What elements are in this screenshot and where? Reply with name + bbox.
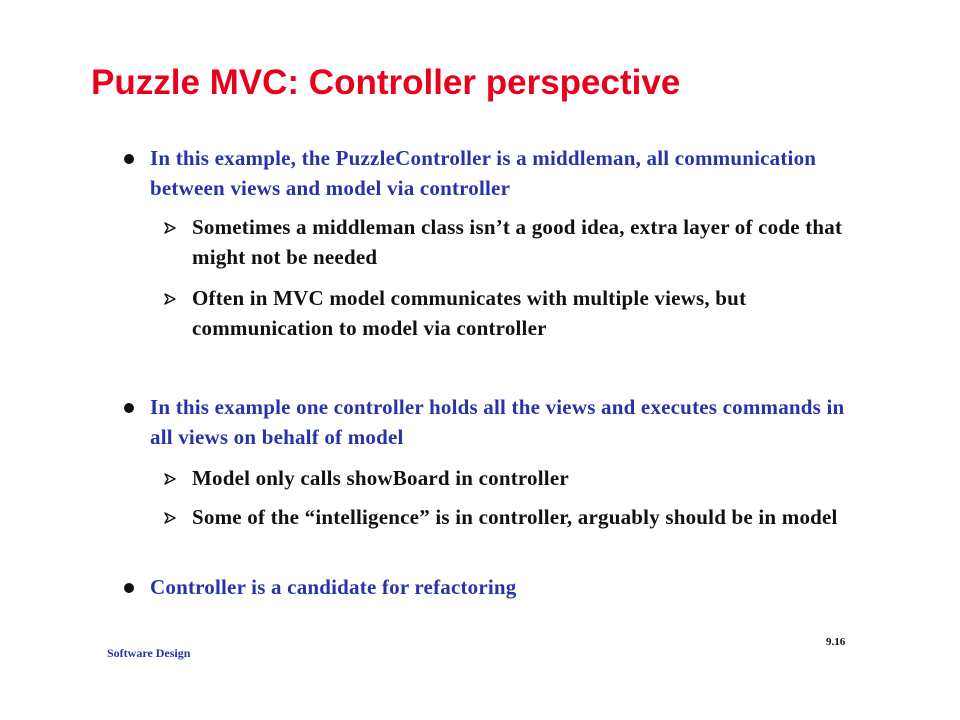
arrowhead-bullet-icon xyxy=(164,512,176,524)
footer-course-name: Software Design xyxy=(107,646,191,660)
arrowhead-bullet-icon xyxy=(164,473,176,485)
slide-title: Puzzle MVC: Controller perspective xyxy=(91,63,681,102)
bullet-dot-icon xyxy=(124,583,134,593)
bullet-dot-icon xyxy=(124,154,134,164)
bullet-2-sub-2-text: Some of the “intelligence” is in controller, arguably should be in model xyxy=(192,505,838,529)
arrowhead-bullet-icon xyxy=(164,222,176,234)
bullet-2-text: In this example one controller holds all the views and executes commands in all views on behalf of model xyxy=(150,395,845,449)
bullet-dot-icon xyxy=(124,403,134,413)
footer-slide-number: 9.16 xyxy=(826,636,846,648)
bullet-3-text: Controller is a candidate for refactoring xyxy=(150,575,517,599)
bullet-1-sub-1-text: Sometimes a middleman class isn’t a good idea, extra layer of code that might not be needed xyxy=(192,215,843,269)
arrowhead-bullet-icon xyxy=(164,293,176,305)
bullet-2-sub-1-text: Model only calls showBoard in controller xyxy=(192,466,569,490)
bullet-1-text: In this example, the PuzzleController is a middleman, all communication between views and model via controller xyxy=(150,146,817,200)
bullet-1-sub-2-text: Often in MVC model communicates with multiple views, but communication to model via controller xyxy=(192,286,747,340)
